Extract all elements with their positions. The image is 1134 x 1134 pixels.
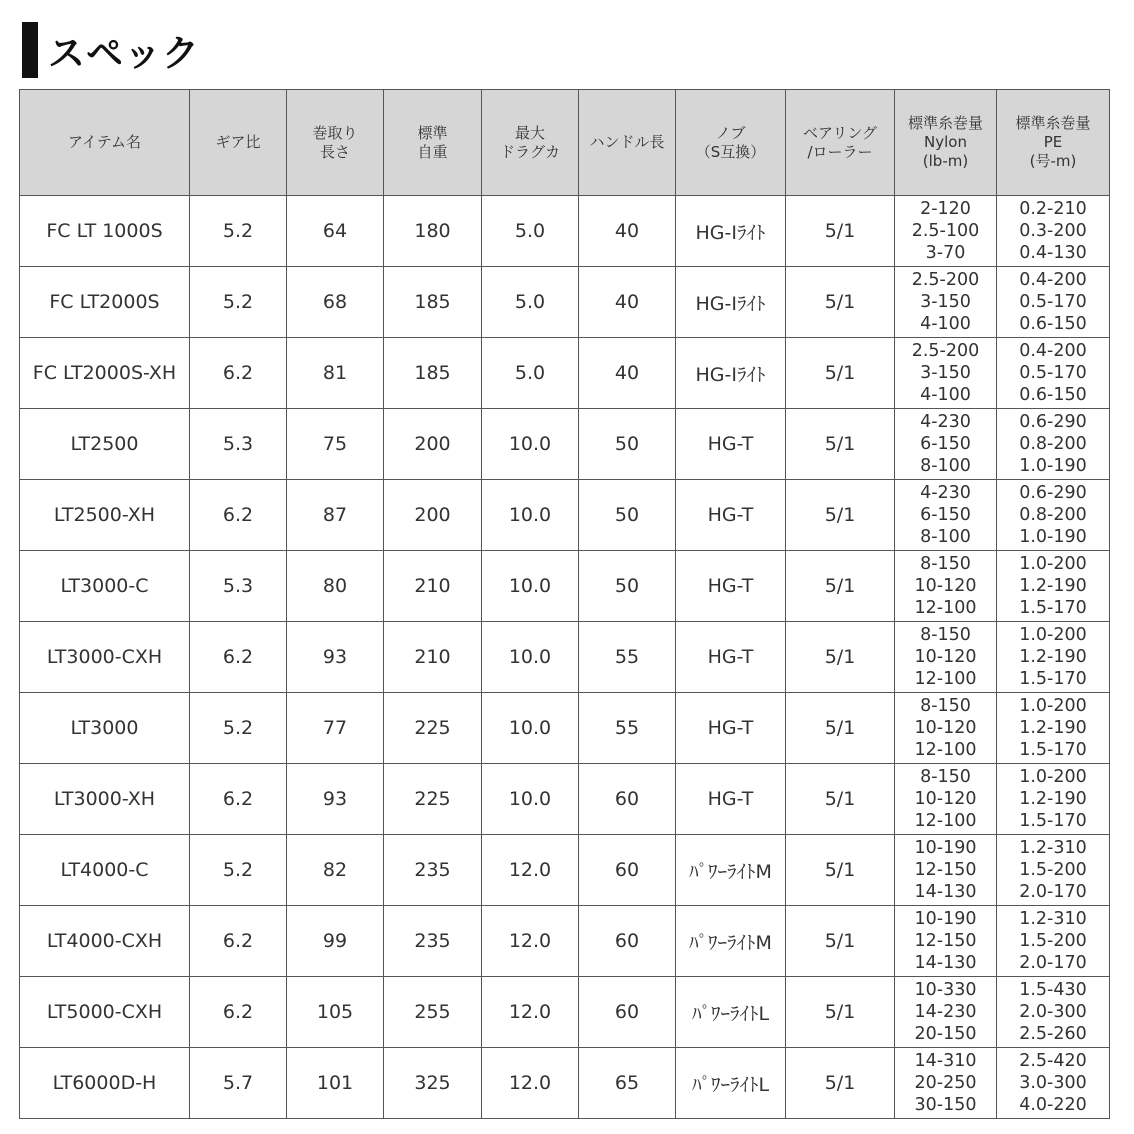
item-name-cell: FC LT2000S <box>20 267 190 338</box>
capacity-value: 3-70 <box>925 243 966 263</box>
header-label: (号-m) <box>1029 152 1077 170</box>
knob-cell: HG-T <box>676 409 786 480</box>
nylon-capacity-cell <box>895 267 997 338</box>
retrieve-length-cell: 80 <box>287 551 384 622</box>
capacity-value: 3-150 <box>920 292 971 312</box>
capacity-value: 1.5-170 <box>1019 740 1087 760</box>
capacity-value: 4-100 <box>920 385 971 405</box>
knob-cell: HG-T <box>676 622 786 693</box>
capacity-value: 20-250 <box>914 1073 977 1093</box>
gear-ratio-cell: 6.2 <box>190 338 287 409</box>
capacity-value: 10-120 <box>914 718 977 738</box>
nylon-capacity-cell <box>895 409 997 480</box>
capacity-value: 4-230 <box>920 483 971 503</box>
header-item-name <box>20 90 190 196</box>
header-label: （S互換） <box>695 142 766 161</box>
table-row <box>20 409 1110 480</box>
capacity-value: 1.5-430 <box>1019 980 1087 1000</box>
weight-cell: 185 <box>384 267 482 338</box>
capacity-value: 12-100 <box>914 598 977 618</box>
capacity-value: 1.2-190 <box>1019 718 1087 738</box>
handle-length-cell: 40 <box>579 338 676 409</box>
item-name-cell: LT3000 <box>20 693 190 764</box>
capacity-value: 2.5-100 <box>911 221 980 241</box>
bearing-cell: 5/1 <box>786 409 895 480</box>
capacity-value: 6-150 <box>920 434 971 454</box>
knob-cell: HG-T <box>676 480 786 551</box>
capacity-value: 12-150 <box>914 860 977 880</box>
gear-ratio-cell: 6.2 <box>190 906 287 977</box>
table-row <box>20 693 1110 764</box>
table-row <box>20 977 1110 1048</box>
weight-cell: 325 <box>384 1048 482 1119</box>
table-row <box>20 1048 1110 1119</box>
max-drag-cell: 12.0 <box>482 835 579 906</box>
pe-capacity-cell <box>997 1048 1110 1119</box>
max-drag-cell: 10.0 <box>482 764 579 835</box>
weight-cell: 200 <box>384 480 482 551</box>
item-name-cell: LT3000-CXH <box>20 622 190 693</box>
capacity-value: 10-190 <box>914 909 977 929</box>
handle-length-cell: 60 <box>579 977 676 1048</box>
capacity-value: 4-100 <box>920 314 971 334</box>
capacity-value: 2.0-300 <box>1019 1002 1087 1022</box>
capacity-value: 10-120 <box>914 647 977 667</box>
capacity-value: 1.2-190 <box>1019 647 1087 667</box>
item-name-cell: LT3000-C <box>20 551 190 622</box>
header-line-capacity-nylon <box>895 90 997 196</box>
item-name-cell: LT2500 <box>20 409 190 480</box>
nylon-capacity-cell <box>895 196 997 267</box>
weight-cell: 210 <box>384 622 482 693</box>
retrieve-length-cell: 99 <box>287 906 384 977</box>
table-row <box>20 196 1110 267</box>
gear-ratio-cell: 5.3 <box>190 409 287 480</box>
capacity-value: 14-310 <box>914 1051 977 1071</box>
title-accent-bar <box>22 22 38 78</box>
handle-length-cell: 50 <box>579 551 676 622</box>
capacity-value: 6-150 <box>920 505 971 525</box>
max-drag-cell: 10.0 <box>482 480 579 551</box>
handle-length-cell: 55 <box>579 693 676 764</box>
gear-ratio-cell: 5.2 <box>190 267 287 338</box>
max-drag-cell: 5.0 <box>482 267 579 338</box>
handle-length-cell: 40 <box>579 267 676 338</box>
header-label: ハンドル長 <box>589 133 665 151</box>
nylon-capacity-cell <box>895 764 997 835</box>
header-row <box>20 90 1110 196</box>
capacity-value: 0.8-200 <box>1019 505 1087 525</box>
knob-cell: ﾊﾟﾜｰﾗｲﾄM <box>676 906 786 977</box>
table-row <box>20 338 1110 409</box>
item-name-cell: FC LT 1000S <box>20 196 190 267</box>
capacity-value: 8-150 <box>920 554 971 574</box>
capacity-value: 8-150 <box>920 696 971 716</box>
max-drag-cell: 12.0 <box>482 1048 579 1119</box>
header-label: ノブ <box>715 123 746 142</box>
item-name-cell: LT2500-XH <box>20 480 190 551</box>
retrieve-length-cell: 75 <box>287 409 384 480</box>
capacity-value: 0.6-290 <box>1019 483 1087 503</box>
gear-ratio-cell: 5.7 <box>190 1048 287 1119</box>
bearing-cell: 5/1 <box>786 267 895 338</box>
capacity-value: 2.0-170 <box>1019 953 1087 973</box>
pe-capacity-cell <box>997 551 1110 622</box>
capacity-value: 0.6-150 <box>1019 314 1087 334</box>
bearing-cell: 5/1 <box>786 1048 895 1119</box>
weight-cell: 235 <box>384 835 482 906</box>
capacity-value: 1.2-310 <box>1019 838 1087 858</box>
capacity-value: 12-100 <box>914 811 977 831</box>
capacity-value: 30-150 <box>914 1095 977 1115</box>
header-label: アイテム名 <box>68 133 141 151</box>
table-row <box>20 835 1110 906</box>
item-name-cell: LT6000D-H <box>20 1048 190 1119</box>
bearing-cell: 5/1 <box>786 906 895 977</box>
bearing-cell: 5/1 <box>786 196 895 267</box>
capacity-value: 1.0-200 <box>1019 767 1087 787</box>
header-label: Nylon <box>924 133 967 151</box>
capacity-value: 4.0-220 <box>1019 1095 1087 1115</box>
header-handle-length <box>579 90 676 196</box>
handle-length-cell: 60 <box>579 835 676 906</box>
gear-ratio-cell: 5.2 <box>190 196 287 267</box>
capacity-value: 1.5-170 <box>1019 811 1087 831</box>
max-drag-cell: 10.0 <box>482 693 579 764</box>
nylon-capacity-cell <box>895 693 997 764</box>
capacity-value: 3.0-300 <box>1019 1073 1087 1093</box>
capacity-value: 2.5-260 <box>1019 1024 1087 1044</box>
capacity-value: 1.5-170 <box>1019 669 1087 689</box>
pe-capacity-cell <box>997 409 1110 480</box>
capacity-value: 1.5-200 <box>1019 860 1087 880</box>
retrieve-length-cell: 77 <box>287 693 384 764</box>
capacity-value: 1.0-190 <box>1019 456 1087 476</box>
item-name-cell: LT4000-CXH <box>20 906 190 977</box>
header-label: ベアリング <box>802 123 878 142</box>
knob-cell: HG-T <box>676 764 786 835</box>
pe-capacity-cell <box>997 622 1110 693</box>
weight-cell: 200 <box>384 409 482 480</box>
capacity-value: 0.3-200 <box>1019 221 1087 241</box>
capacity-value: 0.4-200 <box>1019 341 1087 361</box>
header-label: ギア比 <box>215 133 261 151</box>
item-name-cell: LT5000-CXH <box>20 977 190 1048</box>
retrieve-length-cell: 64 <box>287 196 384 267</box>
capacity-value: 20-150 <box>914 1024 977 1044</box>
header-label: 標準糸巻量 <box>1015 114 1091 132</box>
weight-cell: 210 <box>384 551 482 622</box>
header-label: 標準糸巻量 <box>907 114 983 132</box>
capacity-value: 0.2-210 <box>1019 199 1087 219</box>
capacity-value: 1.2-190 <box>1019 789 1087 809</box>
capacity-value: 2-120 <box>920 199 971 219</box>
gear-ratio-cell: 6.2 <box>190 977 287 1048</box>
header-max-drag <box>482 90 579 196</box>
header-label: 最大 <box>514 123 545 142</box>
header-knob <box>676 90 786 196</box>
section-title <box>22 22 200 78</box>
capacity-value: 1.5-170 <box>1019 598 1087 618</box>
weight-cell: 225 <box>384 693 482 764</box>
nylon-capacity-cell <box>895 622 997 693</box>
capacity-value: 1.2-190 <box>1019 576 1087 596</box>
pe-capacity-cell <box>997 764 1110 835</box>
handle-length-cell: 50 <box>579 409 676 480</box>
knob-cell: HG-T <box>676 551 786 622</box>
capacity-value: 0.8-200 <box>1019 434 1087 454</box>
nylon-capacity-cell <box>895 338 997 409</box>
pe-capacity-cell <box>997 267 1110 338</box>
capacity-value: 4-230 <box>920 412 971 432</box>
retrieve-length-cell: 93 <box>287 764 384 835</box>
capacity-value: 10-330 <box>914 980 977 1000</box>
knob-cell: HG-Iﾗｲﾄ <box>676 267 786 338</box>
retrieve-length-cell: 101 <box>287 1048 384 1119</box>
capacity-value: 1.0-200 <box>1019 696 1087 716</box>
capacity-value: 0.4-200 <box>1019 270 1087 290</box>
gear-ratio-cell: 6.2 <box>190 622 287 693</box>
header-weight <box>384 90 482 196</box>
pe-capacity-cell <box>997 693 1110 764</box>
header-line-capacity-pe <box>997 90 1110 196</box>
pe-capacity-cell <box>997 480 1110 551</box>
knob-cell: HG-T <box>676 693 786 764</box>
nylon-capacity-cell <box>895 977 997 1048</box>
weight-cell: 180 <box>384 196 482 267</box>
capacity-value: 12-100 <box>914 740 977 760</box>
header-bearing <box>786 90 895 196</box>
header-retrieve-length <box>287 90 384 196</box>
weight-cell: 235 <box>384 906 482 977</box>
capacity-value: 8-150 <box>920 625 971 645</box>
capacity-value: 14-130 <box>914 882 977 902</box>
nylon-capacity-cell <box>895 906 997 977</box>
header-label: /ローラー <box>807 142 873 161</box>
gear-ratio-cell: 5.2 <box>190 693 287 764</box>
gear-ratio-cell: 6.2 <box>190 480 287 551</box>
weight-cell: 225 <box>384 764 482 835</box>
handle-length-cell: 65 <box>579 1048 676 1119</box>
capacity-value: 8-100 <box>920 527 971 547</box>
max-drag-cell: 12.0 <box>482 977 579 1048</box>
weight-cell: 255 <box>384 977 482 1048</box>
capacity-value: 12-150 <box>914 931 977 951</box>
capacity-value: 2.0-170 <box>1019 882 1087 902</box>
capacity-value: 10-120 <box>914 789 977 809</box>
capacity-value: 8-100 <box>920 456 971 476</box>
handle-length-cell: 60 <box>579 764 676 835</box>
max-drag-cell: 5.0 <box>482 196 579 267</box>
table-row <box>20 480 1110 551</box>
max-drag-cell: 10.0 <box>482 409 579 480</box>
capacity-value: 1.0-200 <box>1019 554 1087 574</box>
capacity-value: 12-100 <box>914 669 977 689</box>
pe-capacity-cell <box>997 196 1110 267</box>
handle-length-cell: 50 <box>579 480 676 551</box>
bearing-cell: 5/1 <box>786 480 895 551</box>
handle-length-cell: 40 <box>579 196 676 267</box>
header-label: 自重 <box>417 142 448 161</box>
bearing-cell: 5/1 <box>786 622 895 693</box>
max-drag-cell: 10.0 <box>482 622 579 693</box>
capacity-value: 1.0-200 <box>1019 625 1087 645</box>
capacity-value: 0.6-290 <box>1019 412 1087 432</box>
capacity-value: 1.0-190 <box>1019 527 1087 547</box>
item-name-cell: LT4000-C <box>20 835 190 906</box>
capacity-value: 0.4-130 <box>1019 243 1087 263</box>
table-row <box>20 551 1110 622</box>
item-name-cell: FC LT2000S-XH <box>20 338 190 409</box>
capacity-value: 0.6-150 <box>1019 385 1087 405</box>
max-drag-cell: 10.0 <box>482 551 579 622</box>
knob-cell: ﾊﾟﾜｰﾗｲﾄL <box>676 1048 786 1119</box>
nylon-capacity-cell <box>895 480 997 551</box>
bearing-cell: 5/1 <box>786 551 895 622</box>
bearing-cell: 5/1 <box>786 693 895 764</box>
header-label: 長さ <box>319 142 350 161</box>
table-row <box>20 764 1110 835</box>
item-name-cell: LT3000-XH <box>20 764 190 835</box>
retrieve-length-cell: 105 <box>287 977 384 1048</box>
retrieve-length-cell: 93 <box>287 622 384 693</box>
header-label: 巻取り <box>312 123 358 142</box>
capacity-value: 10-120 <box>914 576 977 596</box>
retrieve-length-cell: 82 <box>287 835 384 906</box>
table-row <box>20 267 1110 338</box>
gear-ratio-cell: 5.3 <box>190 551 287 622</box>
handle-length-cell: 60 <box>579 906 676 977</box>
capacity-value: 2.5-420 <box>1019 1051 1087 1071</box>
capacity-value: 3-150 <box>920 363 971 383</box>
bearing-cell: 5/1 <box>786 835 895 906</box>
max-drag-cell: 12.0 <box>482 906 579 977</box>
table-body <box>20 196 1110 1119</box>
capacity-value: 14-230 <box>914 1002 977 1022</box>
capacity-value: 0.5-170 <box>1019 292 1087 312</box>
header-label: PE <box>1043 133 1063 151</box>
retrieve-length-cell: 68 <box>287 267 384 338</box>
knob-cell: HG-Iﾗｲﾄ <box>676 338 786 409</box>
capacity-value: 2.5-200 <box>911 341 980 361</box>
capacity-value: 1.5-200 <box>1019 931 1087 951</box>
table-row <box>20 622 1110 693</box>
spec-table <box>19 89 1110 1119</box>
pe-capacity-cell <box>997 977 1110 1048</box>
page-title: スペック <box>48 32 200 75</box>
bearing-cell: 5/1 <box>786 977 895 1048</box>
capacity-value: 10-190 <box>914 838 977 858</box>
capacity-value: 0.5-170 <box>1019 363 1087 383</box>
bearing-cell: 5/1 <box>786 338 895 409</box>
max-drag-cell: 5.0 <box>482 338 579 409</box>
pe-capacity-cell <box>997 338 1110 409</box>
pe-capacity-cell <box>997 906 1110 977</box>
capacity-value: 8-150 <box>920 767 971 787</box>
header-label: ドラグカ <box>499 142 560 161</box>
header-label: (lb-m) <box>922 152 969 170</box>
gear-ratio-cell: 6.2 <box>190 764 287 835</box>
nylon-capacity-cell <box>895 835 997 906</box>
pe-capacity-cell <box>997 835 1110 906</box>
retrieve-length-cell: 81 <box>287 338 384 409</box>
bearing-cell: 5/1 <box>786 764 895 835</box>
nylon-capacity-cell <box>895 1048 997 1119</box>
nylon-capacity-cell <box>895 551 997 622</box>
knob-cell: HG-Iﾗｲﾄ <box>676 196 786 267</box>
capacity-value: 14-130 <box>914 953 977 973</box>
gear-ratio-cell: 5.2 <box>190 835 287 906</box>
handle-length-cell: 55 <box>579 622 676 693</box>
header-gear-ratio <box>190 90 287 196</box>
capacity-value: 1.2-310 <box>1019 909 1087 929</box>
knob-cell: ﾊﾟﾜｰﾗｲﾄL <box>676 977 786 1048</box>
header-label: 標準 <box>417 123 448 142</box>
retrieve-length-cell: 87 <box>287 480 384 551</box>
knob-cell: ﾊﾟﾜｰﾗｲﾄM <box>676 835 786 906</box>
weight-cell: 185 <box>384 338 482 409</box>
capacity-value: 2.5-200 <box>911 270 980 290</box>
table-row <box>20 906 1110 977</box>
